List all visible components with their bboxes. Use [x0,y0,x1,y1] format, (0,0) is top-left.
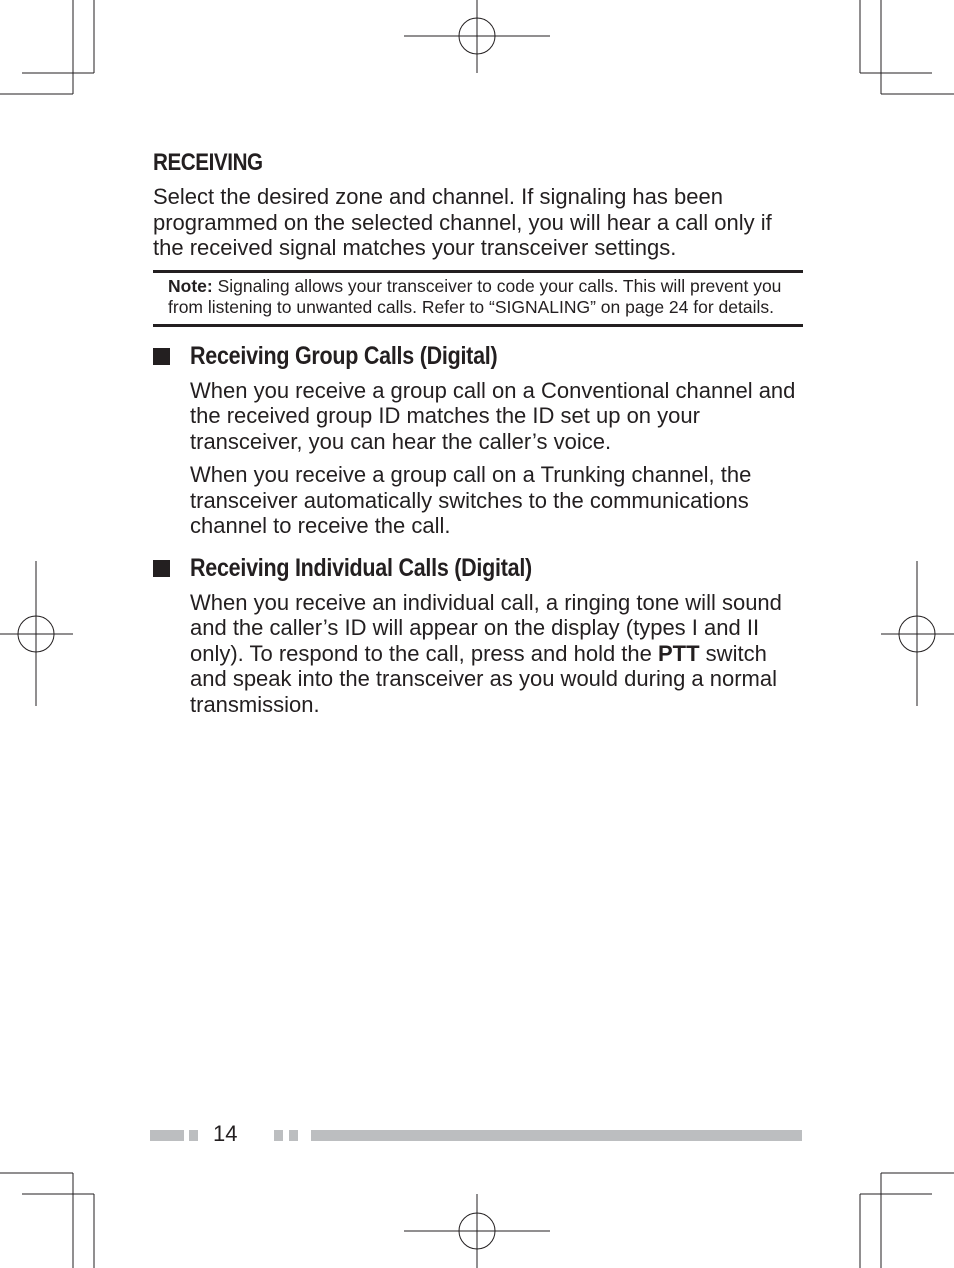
square-bullet-icon [153,560,170,577]
individual-calls-title: Receiving Individual Calls (Digital) [190,554,532,582]
group-calls-paragraph-2: When you receive a group call on a Trunking channel, the transceiver automatically switches to the communications channel to receive the call. [190,462,752,538]
individual-calls-body [190,590,803,718]
receiving-intro-text: Select the desired zone and channel. If signaling has been programmed on the selected channel, you will hear a call only if the received signal matches your transceiver settings. [153,184,772,260]
note-label: Note: [168,275,213,296]
group-calls-title: Receiving Group Calls (Digital) [190,342,498,370]
individual-calls-paragraph [190,590,803,718]
individual-calls-text-after: switch and speak into the transceiver as you would during a normal transmission. [190,640,778,717]
manual-page-content [153,148,803,717]
note-text: Signaling allows your transceiver to code your calls. This will prevent you from listening to unwanted calls. Refer to “SIGNALING” on page 24 for details. [168,275,782,317]
section-heading-receiving: RECEIVING [153,149,263,176]
subsection-heading-group-calls [153,342,803,372]
group-calls-paragraph-1: When you receive a group call on a Conventional channel and the received group ID matches the ID set up on your transceiver, you can hear the caller’s voice. [190,377,796,454]
square-bullet-icon [153,348,170,365]
page-number: 14 [213,1121,238,1146]
subsection-heading-individual-calls [153,554,803,584]
ptt-key-label: PTT [658,640,700,666]
note-box [153,270,803,327]
individual-calls-text-before: When you receive an individual call, a ringing tone will sound and the caller’s ID will appear on the display (types I and II only). To respond to the call, press and hold the [190,589,782,666]
group-calls-body [190,378,803,539]
